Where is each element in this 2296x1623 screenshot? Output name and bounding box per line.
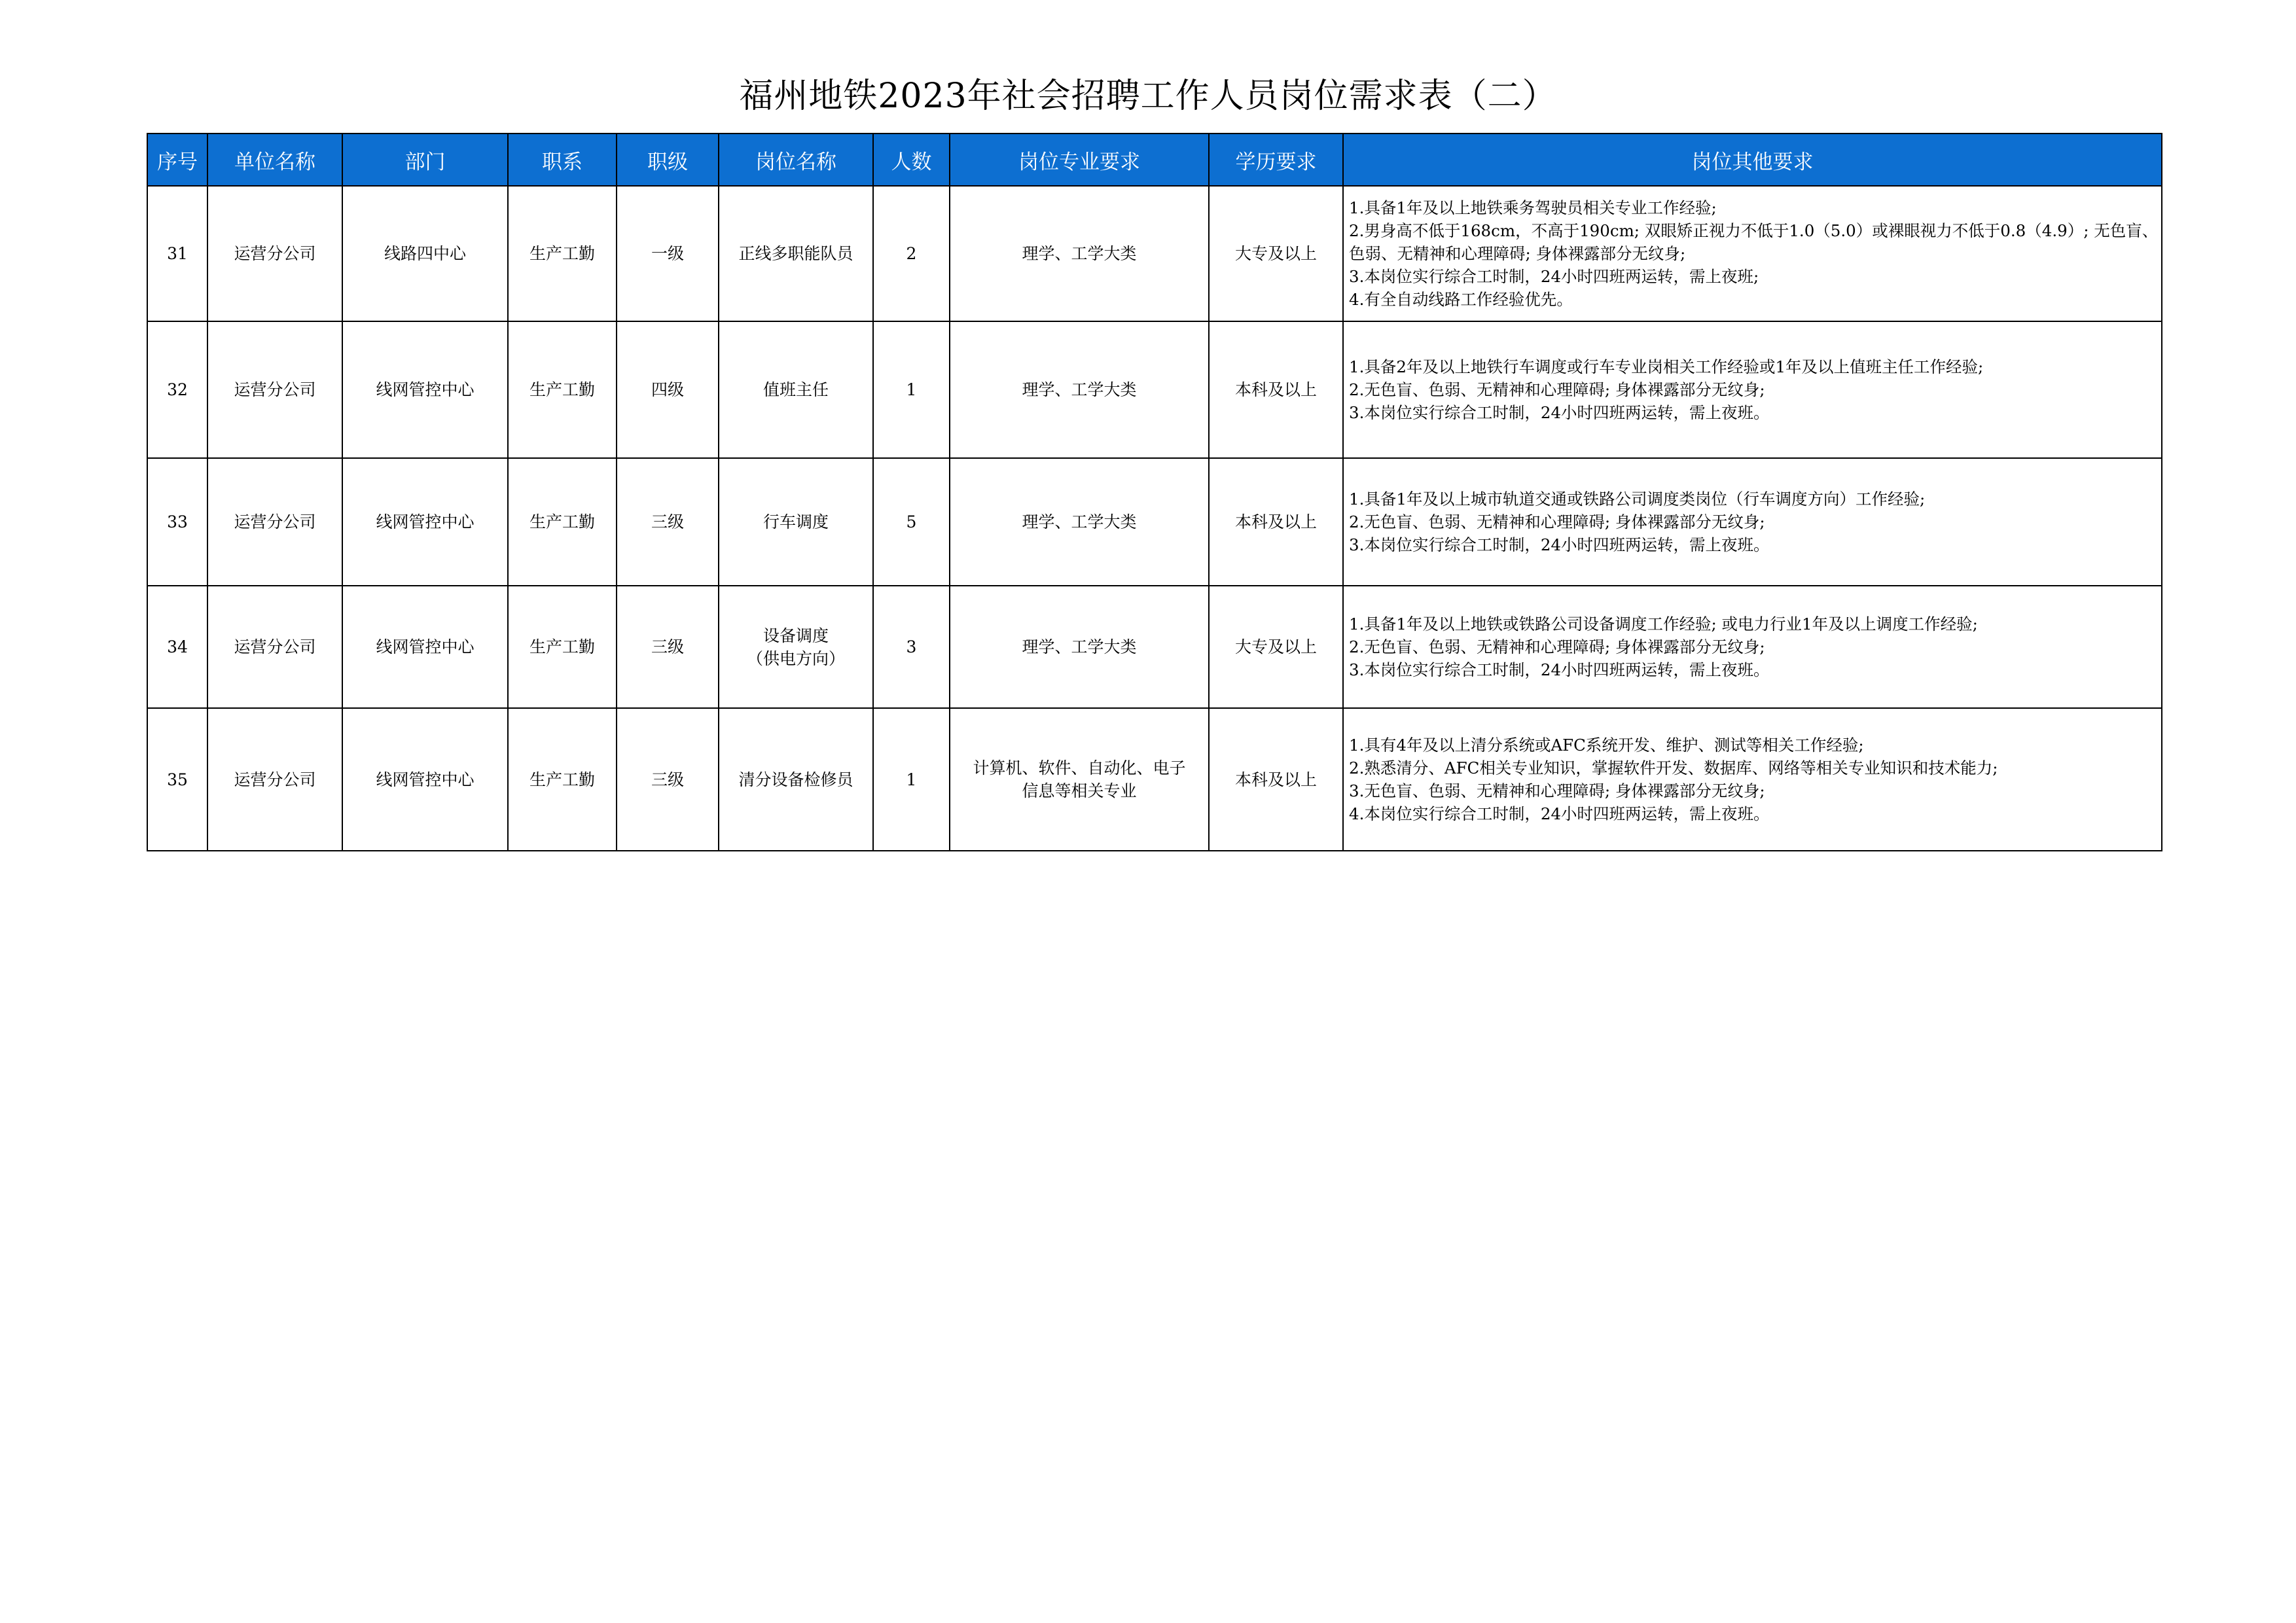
- cell-position: [719, 586, 873, 708]
- cell-education: 大专及以上: [1209, 186, 1343, 321]
- header-other: 岗位其他要求: [1343, 134, 2162, 186]
- cell-education: 本科及以上: [1209, 708, 1343, 851]
- requirement-line: 3.本岗位实行综合工时制，24小时四班两运转，需上夜班。: [1349, 535, 1770, 554]
- cell-dept: 线网管控中心: [342, 458, 508, 586]
- cell-unit: 运营分公司: [207, 708, 342, 851]
- requirement-line: 1.具有4年及以上清分系统或AFC系统开发、维护、测试等相关工作经验;: [1349, 736, 1864, 755]
- major-line: 信息等相关专业: [1022, 781, 1137, 800]
- requirement-line: 1.具备1年及以上地铁或铁路公司设备调度工作经验; 或电力行业1年及以上调度工作经验;: [1349, 615, 1978, 633]
- table-body: [147, 186, 2162, 851]
- cell-position: [719, 186, 873, 321]
- cell-unit: 运营分公司: [207, 186, 342, 321]
- header-unit: 单位名称: [207, 134, 342, 186]
- cell-position: [719, 321, 873, 458]
- table-header: [147, 134, 2162, 186]
- position-line: 正线多职能队员: [738, 244, 853, 263]
- cell-series: 生产工勤: [508, 458, 617, 586]
- position-line: 清分设备检修员: [738, 770, 853, 789]
- cell-series: 生产工勤: [508, 186, 617, 321]
- cell-level: 三级: [617, 458, 719, 586]
- cell-level: 一级: [617, 186, 719, 321]
- position-line: 行车调度: [762, 512, 829, 531]
- cell-major: [950, 458, 1209, 586]
- job-requirements-table: [147, 133, 2162, 851]
- requirement-line: 2.无色盲、色弱、无精神和心理障碍; 身体裸露部分无纹身;: [1349, 637, 1765, 656]
- cell-level: 三级: [617, 586, 719, 708]
- cell-unit: 运营分公司: [207, 321, 342, 458]
- cell-count: 3: [873, 586, 950, 708]
- cell-major: [950, 321, 1209, 458]
- header-major: 岗位专业要求: [950, 134, 1209, 186]
- requirement-line: 4.有全自动线路工作经验优先。: [1349, 290, 1573, 309]
- table-row: [147, 708, 2162, 851]
- cell-education: 本科及以上: [1209, 321, 1343, 458]
- cell-dept: 线网管控中心: [342, 708, 508, 851]
- cell-dept: 线路四中心: [342, 186, 508, 321]
- cell-seq: 31: [147, 186, 207, 321]
- cell-major: [950, 586, 1209, 708]
- table-row: [147, 186, 2162, 321]
- requirement-line: 1.具备1年及以上地铁乘务驾驶员相关专业工作经验;: [1349, 198, 1717, 217]
- page-title: 福州地铁2023年社会招聘工作人员岗位需求表（二）: [739, 77, 1557, 116]
- major-line: 理学、工学大类: [1022, 244, 1137, 263]
- table-row: [147, 321, 2162, 458]
- requirement-line: 1.具备2年及以上地铁行车调度或行车专业岗相关工作经验或1年及以上值班主任工作经验;: [1349, 357, 1984, 376]
- table-row: [147, 458, 2162, 586]
- requirement-line: 3.无色盲、色弱、无精神和心理障碍; 身体裸露部分无纹身;: [1349, 781, 1765, 800]
- cell-unit: 运营分公司: [207, 458, 342, 586]
- cell-dept: 线网管控中心: [342, 321, 508, 458]
- cell-position: [719, 458, 873, 586]
- requirement-line: 2.男身高不低于168cm，不高于190cm; 双眼矫正视力不低于1.0（5.0）或裸眼视力不低于0.8（4.9）; 无色盲、色弱、无精神和心理障碍; 身体裸露部分无纹身;: [1349, 221, 2159, 263]
- cell-education: 大专及以上: [1209, 586, 1343, 708]
- requirement-line: 2.无色盲、色弱、无精神和心理障碍; 身体裸露部分无纹身;: [1349, 380, 1765, 399]
- cell-seq: 35: [147, 708, 207, 851]
- position-line: （供电方向）: [746, 649, 845, 668]
- cell-level: 三级: [617, 708, 719, 851]
- header-dept: 部门: [342, 134, 508, 186]
- cell-other: [1343, 186, 2162, 321]
- requirement-line: 3.本岗位实行综合工时制，24小时四班两运转，需上夜班。: [1349, 403, 1770, 422]
- table-row: [147, 586, 2162, 708]
- requirement-line: 1.具备1年及以上城市轨道交通或铁路公司调度类岗位（行车调度方向）工作经验;: [1349, 490, 1926, 508]
- cell-level: 四级: [617, 321, 719, 458]
- cell-count: 5: [873, 458, 950, 586]
- cell-series: 生产工勤: [508, 586, 617, 708]
- cell-seq: 32: [147, 321, 207, 458]
- cell-seq: 33: [147, 458, 207, 586]
- cell-count: 1: [873, 708, 950, 851]
- cell-count: 1: [873, 321, 950, 458]
- cell-unit: 运营分公司: [207, 586, 342, 708]
- position-line: 设备调度: [762, 626, 829, 645]
- major-line: 理学、工学大类: [1022, 637, 1137, 656]
- header-series: 职系: [508, 134, 617, 186]
- cell-other: [1343, 321, 2162, 458]
- cell-major: [950, 708, 1209, 851]
- header-education: 学历要求: [1209, 134, 1343, 186]
- requirement-line: 3.本岗位实行综合工时制，24小时四班两运转，需上夜班。: [1349, 660, 1770, 679]
- cell-dept: 线网管控中心: [342, 586, 508, 708]
- cell-count: 2: [873, 186, 950, 321]
- cell-other: [1343, 586, 2162, 708]
- header-count: 人数: [873, 134, 950, 186]
- major-line: 理学、工学大类: [1022, 380, 1137, 399]
- cell-position: [719, 708, 873, 851]
- requirement-line: 4.本岗位实行综合工时制，24小时四班两运转，需上夜班。: [1349, 804, 1770, 823]
- cell-major: [950, 186, 1209, 321]
- header-seq: 序号: [147, 134, 207, 186]
- major-line: 理学、工学大类: [1022, 512, 1137, 531]
- requirement-line: 2.无色盲、色弱、无精神和心理障碍; 身体裸露部分无纹身;: [1349, 512, 1765, 531]
- position-line: 值班主任: [762, 380, 829, 399]
- cell-other: [1343, 708, 2162, 851]
- header-level: 职级: [617, 134, 719, 186]
- requirement-line: 2.熟悉清分、AFC相关专业知识，掌握软件开发、数据库、网络等相关专业知识和技术能力;: [1349, 758, 1998, 777]
- major-line: 计算机、软件、自动化、电子: [973, 758, 1186, 777]
- cell-seq: 34: [147, 586, 207, 708]
- cell-series: 生产工勤: [508, 321, 617, 458]
- cell-education: 本科及以上: [1209, 458, 1343, 586]
- header-position: 岗位名称: [719, 134, 873, 186]
- cell-series: 生产工勤: [508, 708, 617, 851]
- cell-other: [1343, 458, 2162, 586]
- requirement-line: 3.本岗位实行综合工时制，24小时四班两运转，需上夜班;: [1349, 267, 1759, 286]
